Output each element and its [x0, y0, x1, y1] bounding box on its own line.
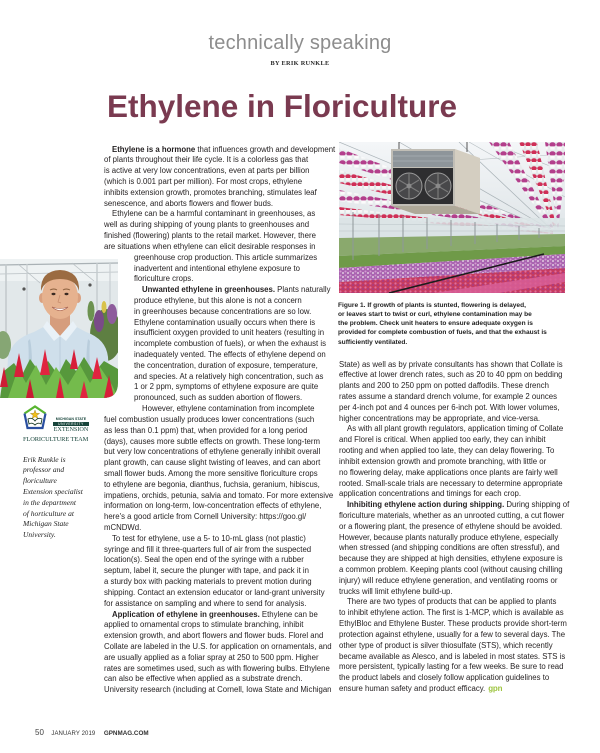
line-text: as less than 0.1 ppm) that, when provided for a long period	[104, 425, 308, 435]
paragraph	[339, 360, 571, 425]
text-line	[339, 414, 571, 425]
line-text: to ethylene are begonia, dianthus, fuchsia, geranium, hibiscus,	[104, 479, 320, 489]
text-line	[339, 619, 571, 630]
text-line	[104, 674, 336, 685]
text-line	[339, 392, 571, 403]
text-line	[104, 588, 336, 599]
logo-text-university: UNIVERSITY	[53, 422, 89, 426]
text-line	[339, 565, 571, 576]
text-line	[339, 608, 571, 619]
text-line	[339, 500, 571, 511]
line-text: inhibit extension growth and promote branching, with little or	[339, 456, 547, 466]
caption-text: or leaves start to twist or curl, ethylene contamination may be	[338, 311, 532, 319]
text-line	[339, 522, 571, 533]
text-line	[104, 382, 336, 393]
paragraph	[104, 285, 336, 404]
text-line	[104, 404, 336, 415]
line-text: senescence, and aborts flowers and flower buds.	[104, 198, 274, 208]
msu-spartan-star-icon	[23, 405, 47, 430]
paragraph-lead-in: Application of ethylene in greenhouses.	[112, 609, 260, 619]
text-line	[339, 435, 571, 446]
line-text: became available as Alesco, and is labeled in most states. STS is	[339, 651, 566, 661]
text-line	[104, 534, 336, 545]
line-text: fuel combustion usually produces lower concentrations (such	[104, 414, 315, 424]
text-line	[104, 480, 336, 491]
author-photo-image	[0, 259, 118, 398]
line-text: trucks will limit ethylene build-up.	[339, 586, 453, 596]
line-text: small flower buds. Among the more sensitive floriculture crops	[104, 468, 318, 478]
line-text: impatiens, orchids, petunia, salvia and tomato. For more extensive	[104, 490, 334, 500]
text-line	[104, 577, 336, 588]
line-text: the concentration, duration of exposure, temperature,	[134, 360, 318, 370]
line-text: ensure human safety and product efficacy.	[339, 683, 486, 693]
paragraph-lead-in: Ethylene is a hormone	[112, 144, 196, 154]
byline: BY ERIK RUNKLE	[270, 60, 330, 67]
line-text: plant growth, can cause slight twisting of leaves, and can abort	[104, 458, 321, 468]
line-text: location(s). Seal the open end of the syringe with a rubber	[104, 555, 304, 565]
paragraph-lead-in: Unwanted ethylene in greenhouses.	[142, 285, 276, 295]
text-line	[339, 641, 571, 652]
text-line	[104, 447, 336, 458]
line-text: applied to ornamental crops to stimulate branching, inhibit	[104, 620, 304, 630]
text-line	[104, 685, 336, 696]
text-line	[104, 512, 336, 523]
text-line	[104, 264, 336, 275]
bio-line: Erik Runkle is	[23, 454, 66, 464]
line-text: rates are sometimes used, such as with flowering bulbs. Ethylene	[104, 663, 330, 673]
text-line	[104, 307, 336, 318]
line-text: greenhouse crop production. This article summarizes	[134, 252, 318, 262]
text-line	[104, 339, 336, 350]
figure-label: Figure 1.	[338, 302, 366, 310]
line-text: finished (flowering) plants to the retail market. However, there	[104, 231, 316, 241]
line-text: protection against ethylene, usually for a few to several days. The	[339, 629, 566, 639]
line-text: produce ethylene, but this alone is not a concern	[134, 295, 302, 305]
text-line	[104, 415, 336, 426]
text-line	[339, 381, 571, 392]
text-line	[104, 566, 336, 577]
text-line	[339, 457, 571, 468]
text-line	[104, 555, 336, 566]
text-line	[104, 393, 336, 404]
text-line	[104, 610, 336, 621]
text-line	[104, 318, 336, 329]
paragraph	[104, 404, 336, 534]
website: GPNMAG.COM	[103, 730, 149, 737]
line-text: are situations when ethylene can elicit desirable responses in	[104, 241, 316, 251]
text-line	[104, 469, 336, 480]
text-line	[339, 576, 571, 587]
text-line	[104, 664, 336, 675]
bio-line: Michigan State	[23, 519, 69, 529]
line-text: but very low concentrations of ethylene generally inhibit overall	[104, 447, 321, 457]
text-line	[104, 372, 336, 383]
caption-line	[338, 328, 574, 337]
text-line	[104, 274, 336, 285]
text-line	[104, 426, 336, 437]
article-title: Ethylene in Floriculture	[107, 88, 458, 124]
text-line	[339, 684, 571, 695]
caption-text: If growth of plants is stunted, flowering is delayed,	[365, 302, 526, 310]
line-text: floriculture materials, whether as an unrooted cutting, a cut flower	[339, 510, 565, 520]
caption-text: provided for complete combustion of fuels, and that the exhaust is	[338, 329, 547, 337]
line-text: here's a good article from Cornell University: https://goo.gl/	[104, 512, 307, 522]
text-line	[104, 155, 336, 166]
line-text: inadequately vented. The effects of ethylene depend on	[134, 350, 326, 360]
line-text: rates assume a standard drench volume, for example 2 ounces	[339, 392, 557, 402]
article-column-left	[104, 145, 336, 696]
msu-extension-floriculture-logo	[23, 405, 93, 447]
line-text: However, because plants naturally produce ethylene, especially	[339, 532, 559, 542]
section-label: technically speaking	[208, 32, 392, 54]
text-line	[339, 403, 571, 414]
line-text: floriculture crops.	[134, 274, 194, 284]
line-text: of plants throughout their life cycle. It is a colorless gas that	[104, 155, 309, 165]
figure-caption	[338, 301, 574, 346]
text-line	[104, 242, 336, 253]
text-line	[339, 587, 571, 598]
paragraph	[339, 424, 571, 500]
paragraph-lead-in: Inhibiting ethylene action during shipping.	[347, 500, 505, 510]
bio-line: floriculture	[23, 476, 57, 486]
line-text: a common problem. Keeping plants cool (without causing chilling	[339, 565, 563, 575]
line-text: can also be effective when applied as a substrate drench.	[104, 674, 303, 684]
line-text: or a flowering plant, the presence of ethylene should be avoided.	[339, 521, 563, 531]
line-text: septum, label it, secure the plunger with tape, and pack it in	[104, 566, 310, 576]
paragraph	[339, 500, 571, 597]
text-line	[104, 545, 336, 556]
text-line	[104, 328, 336, 339]
line-text: application concentrations and timings for each crop.	[339, 489, 522, 499]
caption-line	[338, 338, 574, 347]
line-text: incomplete combustion of fuels), or when the exhaust is	[134, 339, 326, 349]
line-text: Ethylene can be	[259, 609, 318, 619]
text-line	[339, 662, 571, 673]
text-line	[104, 199, 336, 210]
caption-line	[338, 319, 574, 328]
text-line	[339, 479, 571, 490]
text-line	[104, 350, 336, 361]
bio-line: University.	[23, 530, 56, 540]
line-text: shipping. Contact an extension educator or land-grant university	[104, 587, 325, 597]
line-text: inhibits extension growth, promotes branching, stimulates leaf	[104, 187, 317, 197]
line-text: other type of product is silver thiosulfate (STS), which recently	[339, 640, 553, 650]
logo-text-michigan-state: MICHIGAN STATE	[55, 417, 87, 421]
text-line	[339, 360, 571, 371]
line-text: Ethylene contamination usually occurs when there is	[134, 317, 316, 327]
line-text: more persistent, typically lasting for a few weeks. Be sure to read	[339, 662, 564, 672]
line-text: plants and 200 to 250 ppm on potted daffodils. These drench	[339, 381, 549, 391]
author-bio	[23, 455, 99, 541]
line-text: State) as well as by private consultants has shown that Collate is	[339, 359, 563, 369]
text-line	[339, 370, 571, 381]
text-line	[339, 543, 571, 554]
text-line	[104, 220, 336, 231]
line-text: EthylBloc and Ethylene Buster. These products provide short-term	[339, 619, 567, 629]
text-line	[104, 166, 336, 177]
line-text: a sturdy box with packing materials to prevent motion during	[104, 577, 312, 587]
text-line	[104, 188, 336, 199]
paragraph	[104, 534, 336, 610]
logo-text-extension: EXTENSION	[53, 425, 89, 433]
line-text: effective at lower drench rates, such as 20 to 40 ppm on bedding	[339, 370, 563, 380]
line-text: to inhibit ethylene action. The first is 1-MCP, which is available as	[339, 608, 564, 618]
line-text: syringe and fill it three-quarters full of air from the suspected	[104, 544, 312, 554]
text-line	[339, 489, 571, 500]
line-text: injury) will reduce ethylene generation, and ventilating rooms or	[339, 575, 558, 585]
text-line	[104, 145, 336, 156]
line-text: Collate are labeled in the U.S. for application on ornamentals, and	[104, 641, 332, 651]
greenhouse-heater-photo	[339, 142, 565, 293]
line-text: rooting and when applied too late, they can delay flowering. To	[339, 446, 555, 456]
line-text: Plants naturally	[275, 285, 331, 295]
line-text: are usually applied as a foliar spray at 250 to 500 ppm. Higher	[104, 652, 319, 662]
line-text: because they are shipped at high densities, ethylene exposure is	[339, 554, 563, 564]
gpn-end-mark: gpn	[488, 683, 503, 693]
text-line	[104, 361, 336, 372]
text-line	[104, 501, 336, 512]
line-text: extension growth, and abort flowers and flower buds. Florel and	[104, 631, 324, 641]
text-line	[104, 253, 336, 264]
text-line	[104, 209, 336, 220]
line-text: no flowering delay, make applications once plants are fairly well	[339, 467, 558, 477]
paragraph	[339, 597, 571, 694]
line-text: higher concentrations may be appropriate, and vice-versa.	[339, 413, 541, 423]
line-text: for assistance on sampling and where to send for analysis.	[104, 598, 307, 608]
text-line	[104, 296, 336, 307]
text-line	[339, 630, 571, 641]
issue-date: JANUARY 2019	[51, 731, 96, 737]
paragraph	[104, 610, 336, 697]
author-photo	[0, 259, 118, 398]
text-line	[339, 652, 571, 663]
figure-1-photo	[339, 142, 565, 293]
line-text: the product labels and closely follow application guidelines to	[339, 673, 550, 683]
line-text: mCNDWd.	[104, 523, 142, 533]
article-column-right	[339, 360, 571, 695]
text-line	[104, 599, 336, 610]
text-line	[339, 511, 571, 522]
text-line	[339, 533, 571, 544]
text-line	[104, 631, 336, 642]
text-line	[339, 673, 571, 684]
caption-text: the problem. Check unit heaters to ensure adequate oxygen is	[338, 320, 533, 328]
line-text: Ethylene can be a harmful contaminant in greenhouses, as	[112, 209, 316, 219]
line-text: There are two types of products that can be applied to plants	[347, 597, 557, 607]
line-text: University research (including at Cornell, Iowa State and Michigan	[104, 685, 332, 695]
line-text: As with all plant growth regulators, application timing of Collate	[347, 424, 564, 434]
text-line	[339, 446, 571, 457]
line-text: However, ethylene contamination from incomplete	[142, 404, 315, 414]
text-line	[339, 554, 571, 565]
text-line	[339, 424, 571, 435]
paragraph	[104, 209, 336, 285]
text-line	[104, 523, 336, 534]
text-line	[104, 458, 336, 469]
text-line	[104, 642, 336, 653]
bio-line: Extension specialist	[23, 486, 83, 496]
line-text: is active at very low concentrations, even at parts per billion	[104, 166, 310, 176]
bio-line: of horticulture at	[23, 508, 74, 518]
page-number: 50	[35, 728, 44, 737]
line-text: per 4-inch pot and 4 ounces per 6-inch pot. With lower volumes,	[339, 402, 560, 412]
text-line	[104, 437, 336, 448]
line-text: (which is 0.001 part per million). For most crops, ethylene	[104, 177, 303, 187]
line-text: 1 or 2 ppm, symptoms of ethylene exposure are quite	[134, 382, 319, 392]
text-line	[104, 177, 336, 188]
logo-text-floriculture-team: FLORICULTURE TEAM	[23, 435, 89, 443]
text-line	[104, 231, 336, 242]
line-text: in greenhouses because concentrations are so low.	[134, 306, 312, 316]
caption-text: sufficiently ventilated.	[338, 338, 408, 346]
line-text: To test for ethylene, use a 5- to 10-mL glass (not plastic)	[112, 533, 306, 543]
bio-line: professor and	[23, 465, 65, 475]
text-line	[339, 597, 571, 608]
text-line	[104, 491, 336, 502]
bio-line: in the department	[23, 497, 76, 507]
line-text: rooted. Small-scale trials are necessary to determine appropriate	[339, 478, 563, 488]
paragraph	[104, 145, 336, 210]
line-text: that influences growth and development	[195, 144, 336, 154]
caption-line	[338, 310, 574, 319]
line-text: insufficient oxygen provided to unit heaters (resulting in	[134, 328, 325, 338]
line-text: well as during shipping of young plants to greenhouses and	[104, 220, 310, 230]
caption-line	[338, 301, 574, 310]
line-text: and Florel is critical. When applied too early, they can inhibit	[339, 435, 546, 445]
line-text: inadvertent and intentional ethylene exposure to	[134, 263, 301, 273]
line-text: (days), causes more subtle effects on growth. These long-term	[104, 436, 320, 446]
text-line	[104, 285, 336, 296]
line-text: when stressed (and shipping conditions are often stressful), and	[339, 543, 560, 553]
line-text: During shipping of	[504, 500, 570, 510]
line-text: and species. At a relatively high concentration, such as	[134, 371, 324, 381]
text-line	[104, 620, 336, 631]
text-line	[104, 653, 336, 664]
page-footer	[35, 722, 149, 737]
line-text: information on long-term, low-concentration effects of ethylene,	[104, 501, 322, 511]
line-text: pronounced, such as sudden abortion of flowers.	[134, 393, 303, 403]
text-line	[339, 468, 571, 479]
